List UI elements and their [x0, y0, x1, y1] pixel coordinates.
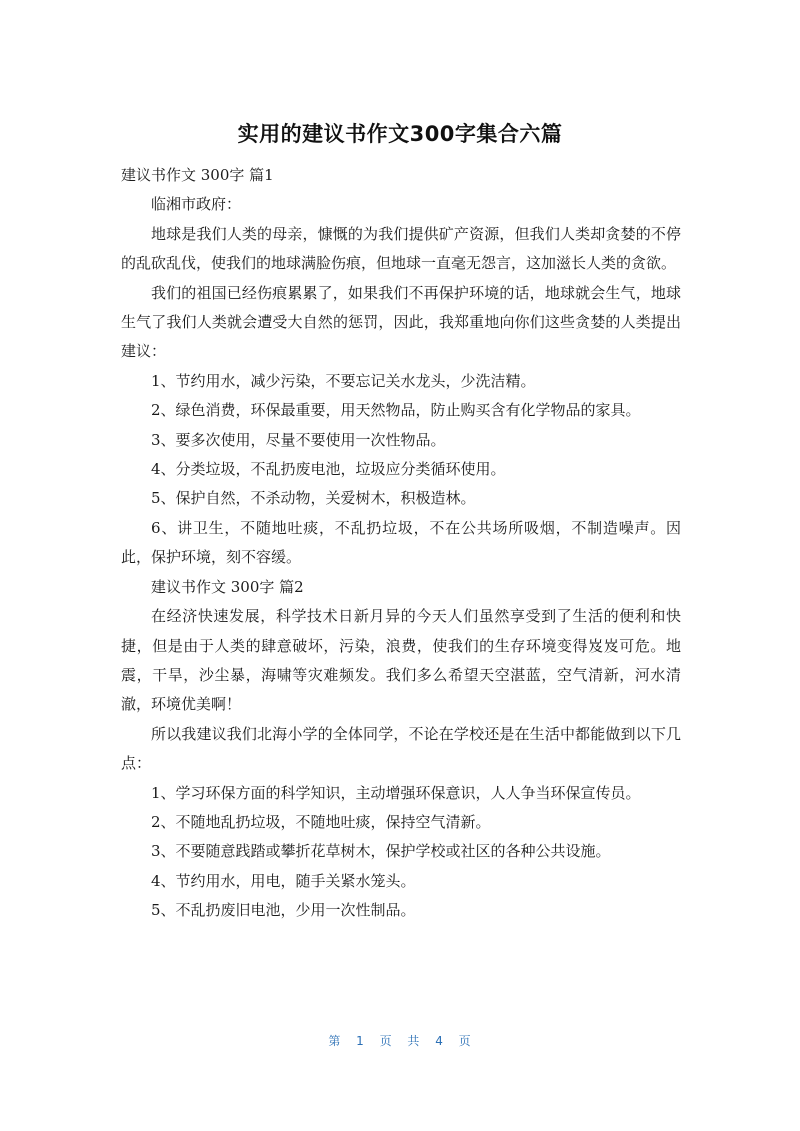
paragraph: 6、讲卫生，不随地吐痰，不乱扔垃圾，不在公共场所吸烟，不制造噪声。因此，保护环境，刻不容缓。 — [121, 518, 681, 567]
page-footer: 第 1 页 共 4 页 — [328, 1034, 472, 1048]
paragraph: 建议书作文 300字 篇1 — [121, 166, 274, 184]
paragraph: 4、节约用水，用电，随手关紧水笼头。 — [151, 871, 416, 890]
paragraph: 4、分类垃圾，不乱扔废电池，垃圾应分类循环使用。 — [151, 460, 506, 479]
paragraph: 地球是我们人类的母亲，慷慨的为我们提供矿产资源，但我们人类却贪婪的不停的乱砍乱伐，使我们的地球满脸伤痕，但地球一直毫无怨言，这加滋长人类的贪欲。 — [121, 224, 681, 273]
paragraph: 2、不随地乱扔垃圾，不随地吐痰，保持空气清新。 — [151, 812, 491, 831]
document-title: 实用的建议书作文300字集合六篇 — [237, 122, 563, 146]
paragraph: 3、不要随意践踏或攀折花草树木，保护学校或社区的各种公共设施。 — [151, 842, 611, 861]
paragraph: 我们的祖国已经伤痕累累了，如果我们不再保护环境的话，地球就会生气，地球生气了我们人类就会遭受大自然的惩罚，因此，我郑重地向你们这些贪婪的人类提出建议： — [121, 283, 681, 361]
paragraph: 3、要多次使用，尽量不要使用一次性物品。 — [151, 430, 446, 449]
paragraph: 1、节约用水，减少污染，不要忘记关水龙头，少洗洁精。 — [151, 371, 536, 390]
paragraph: 1、学习环保方面的科学知识，主动增强环保意识，人人争当环保宣传员。 — [151, 783, 641, 802]
document-body — [121, 161, 681, 926]
paragraph: 在经济快速发展，科学技术日新月异的今天人们虽然享受到了生活的便利和快捷，但是由于人类的肆意破坏，污染，浪费，使我们的生存环境变得岌岌可危。地震，干旱，沙尘暴，海啸等灾难频发。我们多么希望天空湛蓝，空气清新，河水清澈，环境优美啊！ — [121, 607, 681, 714]
paragraph: 5、保护自然，不杀动物，关爱树木，积极造林。 — [151, 489, 476, 508]
paragraph: 所以我建议我们北海小学的全体同学，不论在学校还是在生活中都能做到以下几点： — [121, 724, 681, 773]
paragraph: 建议书作文 300字 篇2 — [151, 577, 304, 596]
paragraph: 2、绿色消费，环保最重要，用天然物品，防止购买含有化学物品的家具。 — [151, 401, 641, 420]
paragraph: 临湘市政府： — [151, 195, 242, 214]
paragraph: 5、不乱扔废旧电池，少用一次性制品。 — [151, 901, 416, 920]
